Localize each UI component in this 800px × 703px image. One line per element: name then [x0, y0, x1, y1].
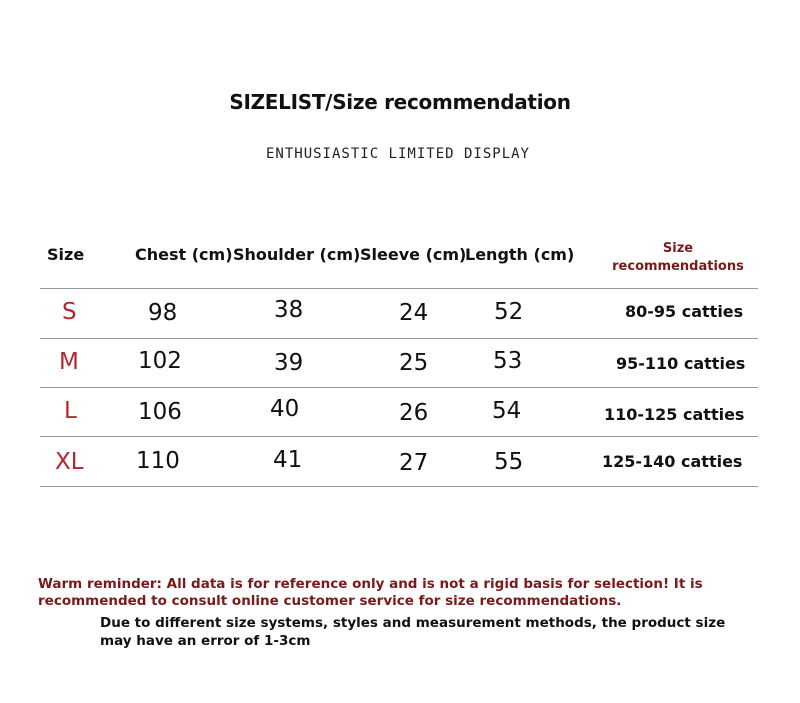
shoulder-cell: 38: [274, 297, 304, 323]
header-sleeve: Sleeve (cm): [360, 245, 467, 264]
table-divider: [40, 338, 758, 339]
chest-cell: 110: [136, 448, 180, 474]
sleeve-cell: 25: [399, 350, 429, 376]
recommendation-cell: 110-125 catties: [604, 405, 745, 424]
page-subtitle: ENTHUSIASTIC LIMITED DISPLAY: [265, 146, 530, 162]
page-title: SIZELIST/Size recommendation: [229, 90, 571, 114]
size-cell: M: [59, 349, 79, 375]
table-divider: [40, 288, 758, 289]
size-cell: S: [62, 299, 77, 325]
length-cell: 55: [494, 449, 524, 475]
measurement-note: Due to different size systems, styles and measurement methods, the product size may have an error of 1-3cm: [100, 615, 726, 649]
sleeve-cell: 26: [399, 400, 429, 426]
table-divider: [40, 387, 758, 388]
length-cell: 54: [492, 398, 522, 424]
shoulder-cell: 41: [273, 447, 303, 473]
chest-cell: 102: [138, 348, 182, 374]
header-length: Length (cm): [465, 245, 575, 264]
shoulder-cell: 40: [270, 396, 300, 422]
sleeve-cell: 24: [399, 300, 429, 326]
header-recommendation-line2: recommendations: [612, 259, 744, 274]
header-size: Size: [47, 245, 85, 264]
chest-cell: 106: [138, 399, 182, 425]
length-cell: 53: [493, 348, 523, 374]
recommendation-cell: 95-110 catties: [616, 354, 746, 373]
shoulder-cell: 39: [274, 350, 304, 376]
header-shoulder: Shoulder (cm): [233, 245, 361, 264]
header-chest: Chest (cm): [135, 245, 233, 264]
length-cell: 52: [494, 299, 524, 325]
warm-reminder: Warm reminder: All data is for reference only and is not a rigid basis for selection! It is recommended to consult online customer service for size recommendations.: [38, 576, 703, 609]
header-recommendation: [604, 240, 752, 276]
header-recommendation-line1: Size: [662, 241, 694, 256]
size-cell: XL: [55, 449, 84, 475]
chest-cell: 98: [148, 300, 178, 326]
size-cell: L: [64, 398, 77, 424]
table-divider: [40, 486, 758, 487]
recommendation-cell: 80-95 catties: [625, 302, 744, 321]
table-divider: [40, 436, 758, 437]
sleeve-cell: 27: [399, 450, 429, 476]
recommendation-cell: 125-140 catties: [602, 452, 743, 471]
